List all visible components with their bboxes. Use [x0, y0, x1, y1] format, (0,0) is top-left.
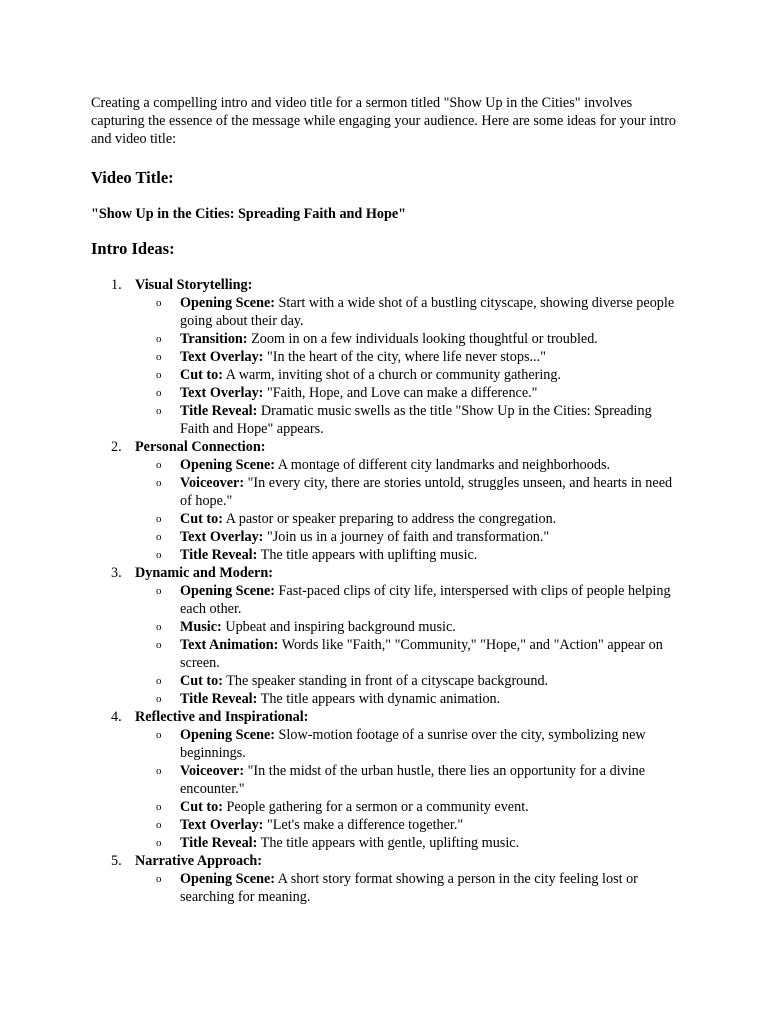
bullet-icon: o	[156, 369, 162, 381]
detail-label: Title Reveal:	[180, 691, 258, 707]
detail-text: The title appears with dynamic animation.	[257, 691, 501, 707]
detail-text: "Let's make a difference together."	[263, 817, 464, 833]
detail-label: Cut to:	[180, 799, 223, 815]
idea-item	[91, 852, 688, 906]
detail-label: Music:	[180, 619, 222, 635]
detail-label: Cut to:	[180, 673, 223, 689]
idea-details-list	[135, 870, 688, 906]
detail-label: Text Overlay:	[180, 529, 264, 545]
idea-number: 1.	[111, 277, 122, 293]
detail-label: Cut to:	[180, 511, 223, 527]
bullet-icon: o	[156, 639, 162, 651]
detail-text: "In every city, there are stories untold, struggles unseen, and hearts in need of hope."	[180, 475, 673, 509]
detail-label: Transition:	[180, 331, 248, 347]
bullet-icon: o	[156, 837, 162, 849]
idea-detail-item	[135, 294, 677, 330]
idea-title: Personal Connection:	[135, 439, 266, 455]
detail-label: Opening Scene:	[180, 295, 275, 311]
detail-text: The title appears with gentle, uplifting music.	[257, 835, 520, 851]
idea-detail-item	[135, 510, 677, 528]
detail-text: "Join us in a journey of faith and transformation."	[263, 529, 550, 545]
detail-text: A short story format showing a person in the city feeling lost or searching for meaning.	[180, 871, 638, 905]
idea-item	[91, 276, 688, 438]
idea-detail-item	[135, 798, 677, 816]
idea-detail-item	[135, 456, 677, 474]
bullet-icon: o	[156, 351, 162, 363]
detail-label: Opening Scene:	[180, 457, 275, 473]
video-title-text: "Show Up in the Cities: Spreading Faith and Hope"	[91, 206, 407, 222]
idea-detail-item	[135, 726, 677, 762]
idea-detail-item	[135, 618, 677, 636]
detail-label: Opening Scene:	[180, 871, 275, 887]
bullet-icon: o	[156, 531, 162, 543]
idea-detail-item	[135, 546, 677, 564]
idea-detail-item	[135, 402, 677, 438]
detail-label: Title Reveal:	[180, 547, 258, 563]
detail-text: Dramatic music swells as the title "Show Up in the Cities: Spreading Faith and Hope" appears.	[180, 403, 652, 437]
detail-text: Words like "Faith," "Community," "Hope," and "Action" appear on screen.	[180, 637, 663, 671]
detail-text: The speaker standing in front of a cityscape background.	[222, 673, 549, 689]
idea-number: 3.	[111, 565, 122, 581]
detail-text: Fast-paced clips of city life, interspersed with clips of people helping each other.	[180, 583, 671, 617]
detail-text: People gathering for a sermon or a community event.	[222, 799, 529, 815]
idea-detail-item	[135, 384, 677, 402]
bullet-icon: o	[156, 477, 162, 489]
idea-item	[91, 708, 688, 852]
bullet-icon: o	[156, 549, 162, 561]
detail-label: Text Overlay:	[180, 385, 264, 401]
detail-label: Text Overlay:	[180, 349, 264, 365]
idea-title: Narrative Approach:	[135, 853, 263, 869]
idea-detail-item	[135, 870, 677, 906]
intro-ideas-list	[91, 276, 688, 906]
idea-title: Reflective and Inspirational:	[135, 709, 309, 725]
idea-number: 4.	[111, 709, 122, 725]
idea-details-list	[135, 294, 688, 438]
bullet-icon: o	[156, 765, 162, 777]
detail-label: Text Overlay:	[180, 817, 264, 833]
detail-text: A pastor or speaker preparing to address the congregation.	[222, 511, 557, 527]
detail-text: Slow-motion footage of a sunrise over the city, symbolizing new beginnings.	[180, 727, 646, 761]
idea-details-list	[135, 582, 688, 708]
detail-label: Title Reveal:	[180, 835, 258, 851]
bullet-icon: o	[156, 459, 162, 471]
idea-item	[91, 438, 688, 564]
detail-label: Title Reveal:	[180, 403, 258, 419]
detail-text: A montage of different city landmarks and neighborhoods.	[274, 457, 611, 473]
idea-item	[91, 564, 688, 708]
detail-label: Text Animation:	[180, 637, 279, 653]
bullet-icon: o	[156, 801, 162, 813]
detail-text: Upbeat and inspiring background music.	[221, 619, 456, 635]
idea-number: 2.	[111, 439, 122, 455]
idea-detail-item	[135, 330, 677, 348]
bullet-icon: o	[156, 819, 162, 831]
intro-paragraph: Creating a compelling intro and video title for a sermon titled "Show Up in the Cities" involves capturing the essence of the message while engaging your audience. Here are some ideas for your intro and video title:	[91, 95, 677, 147]
idea-number: 5.	[111, 853, 122, 869]
detail-text: "In the heart of the city, where life never stops..."	[263, 349, 546, 365]
bullet-icon: o	[156, 675, 162, 687]
idea-details-list	[135, 456, 688, 564]
idea-title: Visual Storytelling:	[135, 277, 253, 293]
detail-text: "Faith, Hope, and Love can make a difference."	[263, 385, 538, 401]
intro-ideas-heading: Intro Ideas:	[91, 239, 175, 258]
detail-label: Voiceover:	[180, 763, 245, 779]
bullet-icon: o	[156, 873, 162, 885]
idea-detail-item	[135, 348, 677, 366]
bullet-icon: o	[156, 585, 162, 597]
bullet-icon: o	[156, 729, 162, 741]
detail-label: Cut to:	[180, 367, 223, 383]
detail-text: A warm, inviting shot of a church or community gathering.	[222, 367, 562, 383]
bullet-icon: o	[156, 387, 162, 399]
bullet-icon: o	[156, 297, 162, 309]
idea-details-list	[135, 726, 688, 852]
idea-detail-item	[135, 834, 677, 852]
idea-detail-item	[135, 474, 677, 510]
detail-label: Opening Scene:	[180, 583, 275, 599]
idea-title: Dynamic and Modern:	[135, 565, 273, 581]
bullet-icon: o	[156, 513, 162, 525]
detail-label: Voiceover:	[180, 475, 245, 491]
idea-detail-item	[135, 366, 677, 384]
detail-text: Start with a wide shot of a bustling cityscape, showing diverse people going about their day.	[180, 295, 675, 329]
bullet-icon: o	[156, 405, 162, 417]
idea-detail-item	[135, 528, 677, 546]
detail-text: The title appears with uplifting music.	[257, 547, 478, 563]
idea-detail-item	[135, 816, 677, 834]
bullet-icon: o	[156, 693, 162, 705]
idea-detail-item	[135, 636, 677, 672]
bullet-icon: o	[156, 333, 162, 345]
bullet-icon: o	[156, 621, 162, 633]
idea-detail-item	[135, 690, 677, 708]
idea-detail-item	[135, 672, 677, 690]
idea-detail-item	[135, 582, 677, 618]
video-title-heading: Video Title:	[91, 168, 174, 187]
detail-text: "In the midst of the urban hustle, there lies an opportunity for a divine encounter."	[180, 763, 646, 797]
detail-text: Zoom in on a few individuals looking thoughtful or troubled.	[247, 331, 598, 347]
detail-label: Opening Scene:	[180, 727, 275, 743]
idea-detail-item	[135, 762, 677, 798]
